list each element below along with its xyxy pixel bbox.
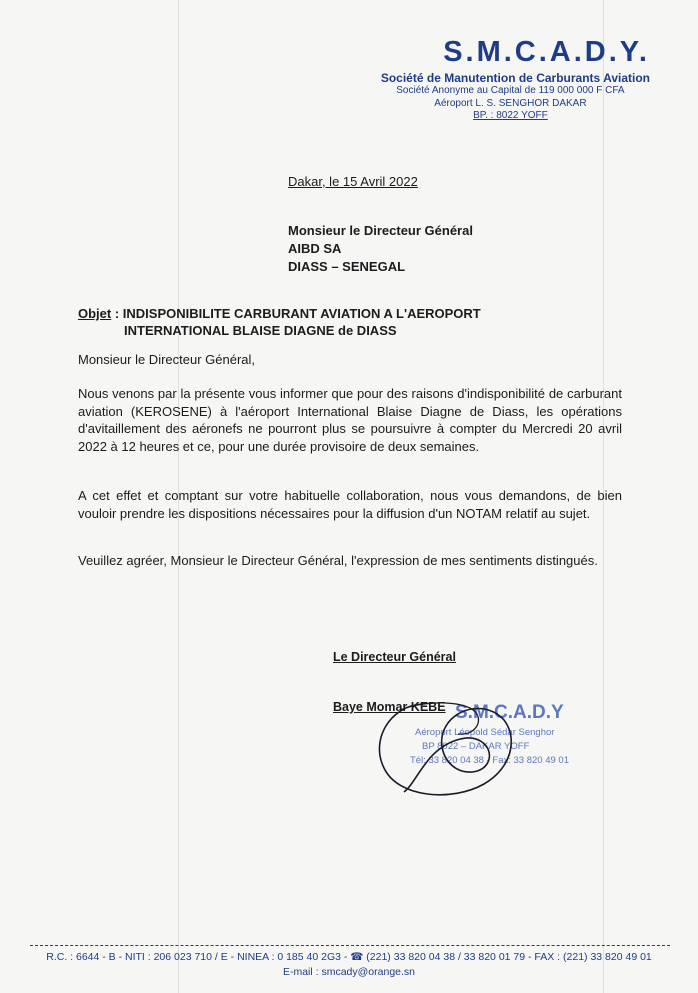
company-po-box: BP. : 8022 YOFF (473, 110, 548, 121)
recipient-block (288, 222, 473, 276)
recipient-company: AIBD SA (288, 241, 342, 256)
letter-date: Dakar, le 15 Avril 2022 (288, 174, 418, 189)
subject-label: Objet (78, 306, 112, 321)
subject-block: Objet : INDISPONIBILITE CARBURANT AVIATION A L'AEROPORT INTERNATIONAL BLAISE DIAGNE de DIASS (78, 305, 638, 339)
letterhead (381, 36, 650, 123)
footer-registration: R.C. : 6644 - B - NITI : 206 023 710 / E - NINEA : 0 185 40 2G3 - ☎ (221) 33 820 04 38 / 33 820 01 79 - FAX : (221) 33 820 49 01 (46, 951, 652, 963)
paragraph-1: Nous venons par la présente vous informer que pour des raisons d'indisponibilité de carburant aviation (KEROSENE) à l'aéroport International Blaise Diagne de Diass, les opérations d'avitaillement des aéronefs ne pourront plus se poursuivre à compter du Mercredi 20 avril 2022 à 12 heures et ce, pour une durée provisoire de deux semaines. (78, 386, 622, 454)
signatory-title: Le Directeur Général (333, 650, 456, 664)
subject-line-1: INDISPONIBILITE CARBURANT AVIATION A L'AEROPORT (122, 306, 481, 321)
stamp-line-3: Tél: 33 820 04 38 - Fax: 33 820 49 01 (410, 755, 569, 766)
signatory-name: Baye Momar KEBE (333, 700, 446, 714)
stamp-line-1: Aéroport Léopold Sédar Senghor (415, 727, 555, 738)
salutation: Monsieur le Directeur Général, (78, 352, 256, 367)
company-name: Société de Manutention de Carburants Aviation (380, 71, 650, 85)
company-address: Aéroport L. S. SENGHOR DAKAR (434, 97, 587, 109)
recipient-title: Monsieur le Directeur Général (288, 223, 473, 238)
company-legal-form: Société Anonyme au Capital de 119 000 000 F CFA (396, 85, 625, 96)
subject-line-2: INTERNATIONAL BLAISE DIAGNE de DIASS (124, 323, 397, 338)
stamp-name: S.M.C.A.D.Y (455, 702, 564, 723)
recipient-location: DIASS – SENEGAL (288, 259, 406, 274)
footer-email: E-mail : smcady@orange.sn (282, 966, 416, 978)
company-logo: S.M.C.A.D.Y. (443, 36, 650, 68)
stamp-line-2: BP 8022 – DAKAR YOFF (422, 741, 530, 752)
footer-divider (30, 945, 670, 946)
paragraph-2: A cet effet et comptant sur votre habituelle collaboration, nous vous demandons, de bien vouloir prendre les dispositions nécessaires pour la diffusion d'un NOTAM relatif au sujet. (78, 488, 622, 521)
closing-paragraph: Veuillez agréer, Monsieur le Directeur Général, l'expression de mes sentiments distingués. (78, 553, 598, 568)
